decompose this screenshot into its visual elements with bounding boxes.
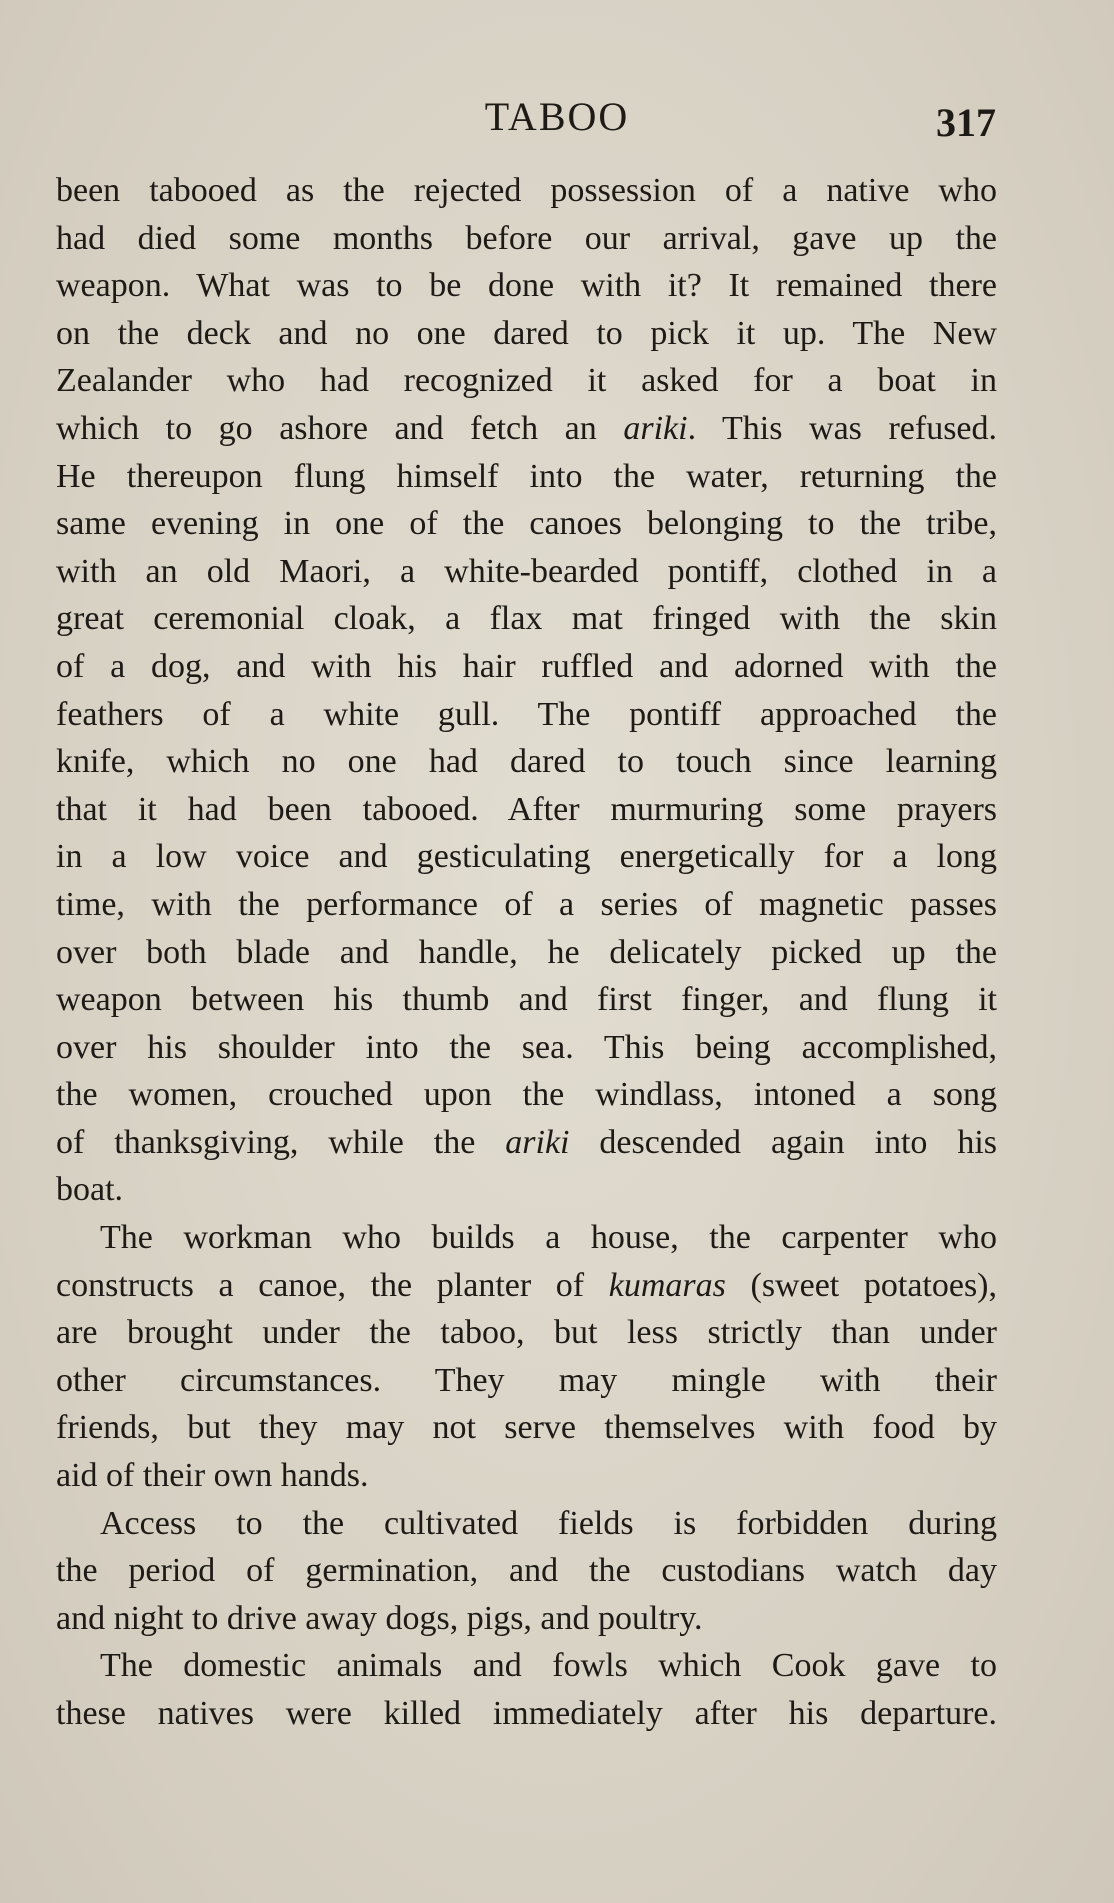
text-segment: and night to drive away dogs, pigs, and poultry.: [56, 1599, 703, 1637]
text-segment: with an old Maori, a white-bearded pontiff, clothed in a: [56, 552, 997, 590]
text-line: [56, 262, 997, 310]
text-line: [56, 1024, 997, 1072]
text-line: [56, 643, 997, 691]
text-segment: over both blade and handle, he delicately picked up the: [56, 933, 997, 971]
italic-term: ariki: [623, 409, 688, 447]
text-line: [56, 691, 997, 739]
text-segment: The domestic animals and fowls which Cook gave to: [100, 1647, 997, 1685]
text-line: [56, 1214, 997, 1262]
text-line: [56, 453, 997, 501]
text-line: [56, 1119, 997, 1167]
text-segment: weapon. What was to be done with it? It remained there: [56, 267, 997, 305]
text-segment: are brought under the taboo, but less strictly than under: [56, 1314, 997, 1352]
running-head-title: TABOO: [484, 94, 630, 139]
text-segment: The workman who builds a house, the carpenter who: [100, 1219, 997, 1257]
text-segment: descended again into his: [569, 1123, 997, 1161]
text-line: [56, 1309, 997, 1357]
text-segment: constructs a canoe, the planter of: [56, 1266, 609, 1304]
text-line: [56, 1357, 997, 1405]
text-line: [56, 1642, 997, 1690]
text-line: [56, 405, 997, 453]
text-segment: He thereupon flung himself into the water, returning the: [56, 457, 997, 495]
text-line: [56, 1595, 997, 1643]
text-segment: which to go ashore and fetch an: [56, 409, 624, 447]
text-segment: of thanksgiving, while the: [56, 1123, 506, 1161]
text-segment: . This was refused.: [687, 409, 997, 447]
text-line: [56, 833, 997, 881]
italic-term: kumaras: [608, 1266, 726, 1304]
running-head: [0, 92, 1114, 145]
text-segment: great ceremonial cloak, a flax mat fringed with the skin: [56, 600, 997, 638]
text-segment: boat.: [56, 1171, 124, 1209]
text-line: [56, 310, 997, 358]
text-segment: Access to the cultivated fields is forbidden during: [100, 1504, 997, 1542]
text-segment: in a low voice and gesticulating energetically for a long: [56, 838, 997, 876]
text-segment: over his shoulder into the sea. This being accomplished,: [56, 1028, 997, 1066]
body-text: [56, 167, 997, 1738]
text-segment: friends, but they may not serve themselves with food by: [56, 1409, 997, 1447]
text-line: [56, 929, 997, 977]
text-segment: weapon between his thumb and first finger, and flung it: [56, 981, 997, 1019]
page-number: 317: [936, 100, 996, 145]
text-line: [56, 1071, 997, 1119]
text-line: [56, 1547, 997, 1595]
text-line: [56, 215, 997, 263]
text-line: [56, 595, 997, 643]
text-segment: the women, crouched upon the windlass, intoned a song: [56, 1076, 997, 1114]
text-segment: Zealander who had recognized it asked for a boat in: [56, 362, 997, 400]
text-segment: other circumstances. They may mingle with their: [56, 1361, 997, 1399]
text-segment: been tabooed as the rejected possession of a native who: [56, 172, 997, 209]
text-segment: the period of germination, and the custodians watch day: [56, 1552, 997, 1590]
text-segment: same evening in one of the canoes belonging to the tribe,: [56, 505, 997, 543]
text-line: [56, 976, 997, 1024]
text-line: [56, 738, 997, 786]
text-line: [56, 1262, 997, 1310]
text-segment: on the deck and no one dared to pick it up. The New: [56, 314, 997, 352]
text-line: [56, 1500, 997, 1548]
text-line: [56, 500, 997, 548]
text-line: [56, 548, 997, 596]
text-line: [56, 786, 997, 834]
text-segment: that it had been tabooed. After murmuring some prayers: [56, 790, 997, 828]
text-segment: knife, which no one had dared to touch since learning: [56, 743, 997, 781]
text-segment: (sweet potatoes),: [725, 1266, 997, 1304]
text-line: [56, 881, 997, 929]
text-segment: of a dog, and with his hair ruffled and adorned with the: [56, 647, 997, 685]
italic-term: ariki: [505, 1123, 570, 1161]
text-segment: aid of their own hands.: [56, 1457, 369, 1495]
text-line: [56, 1404, 997, 1452]
text-line: [56, 1690, 997, 1738]
text-segment: feathers of a white gull. The pontiff approached the: [56, 695, 997, 733]
text-segment: these natives were killed immediately after his departure.: [56, 1695, 997, 1732]
text-line: [56, 1452, 997, 1500]
text-line: [56, 357, 997, 405]
text-line: [56, 1166, 997, 1214]
text-segment: time, with the performance of a series of magnetic passes: [56, 885, 997, 923]
text-line: [56, 167, 997, 215]
text-segment: had died some months before our arrival, gave up the: [56, 219, 997, 257]
